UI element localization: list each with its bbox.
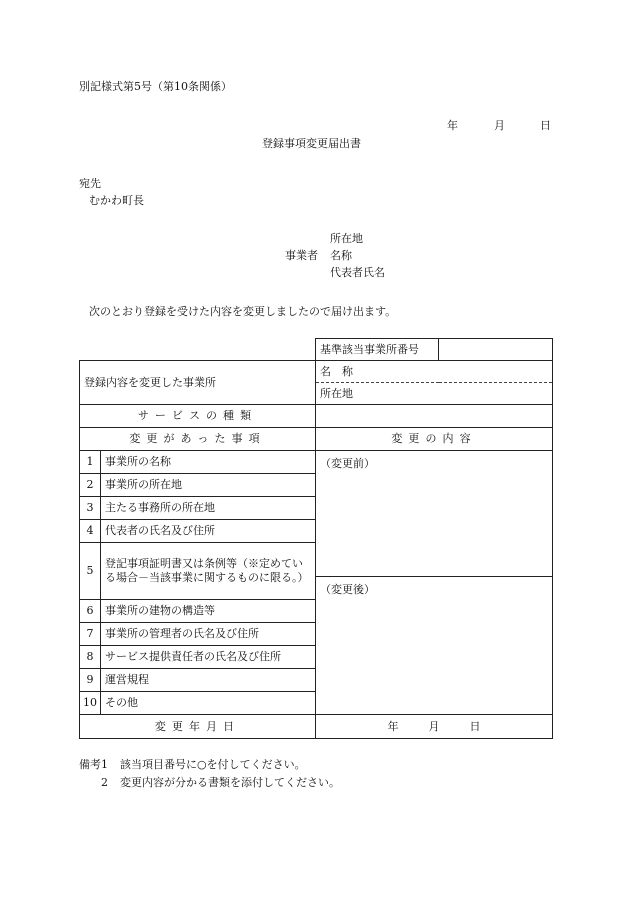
applicant-business-label: 事業者 xyxy=(285,249,318,262)
item-number[interactable]: 4 xyxy=(80,520,101,543)
change-date-label: 変更年月日 xyxy=(80,715,316,739)
applicant-name-label: 名称 xyxy=(330,249,352,262)
document-title: 登録事項変更届出書 xyxy=(262,137,361,150)
item-number[interactable]: 1 xyxy=(80,451,101,474)
change-notification-table xyxy=(79,338,553,739)
office-address-field[interactable] xyxy=(316,383,553,405)
date-year-label: 年 xyxy=(447,119,458,132)
change-after-label: （変更後） xyxy=(320,583,375,596)
item-label: 代表者の氏名及び住所 xyxy=(101,520,316,543)
item-number[interactable]: 5 xyxy=(80,543,101,600)
item-number[interactable]: 2 xyxy=(80,474,101,497)
item-label: サービス提供責任者の氏名及び住所 xyxy=(101,646,316,669)
change-date-field[interactable] xyxy=(316,715,553,739)
item-number[interactable]: 7 xyxy=(80,623,101,646)
item-label: 事業所の建物の構造等 xyxy=(101,600,316,623)
item-label: 事業所の管理者の氏名及び住所 xyxy=(101,623,316,646)
standard-office-number-label: 基準該当事業所番号 xyxy=(316,339,439,361)
item-label: 事業所の名称 xyxy=(101,451,316,474)
standard-office-number-field[interactable] xyxy=(439,339,553,361)
item-label: その他 xyxy=(101,692,316,715)
office-name-field[interactable] xyxy=(316,361,553,383)
addressee-label: 宛先 xyxy=(79,177,101,190)
date-day-label: 日 xyxy=(540,119,551,132)
item-label: 登記事項証明書又は条例等（※定めている場合－当該事業に関するものに限る。） xyxy=(101,543,316,600)
intro-text: 次のとおり登録を受けた内容を変更しましたので届け出ます。 xyxy=(89,305,397,318)
item-number[interactable]: 9 xyxy=(80,669,101,692)
change-date-month: 月 xyxy=(428,719,440,733)
applicant-representative-label: 代表者氏名 xyxy=(330,266,385,279)
change-after-field[interactable] xyxy=(316,577,553,715)
note-text: 該当項目番号に○を付してください。 xyxy=(120,758,306,771)
changed-office-label: 登録内容を変更した事業所 xyxy=(80,361,316,405)
date-month-label: 月 xyxy=(494,119,505,132)
addressee-name: むかわ町長 xyxy=(89,194,144,207)
change-date-day: 日 xyxy=(469,719,481,733)
item-number[interactable]: 10 xyxy=(80,692,101,715)
service-type-label: サービスの種類 xyxy=(80,405,316,428)
item-number[interactable]: 6 xyxy=(80,600,101,623)
notes-label: 備考 xyxy=(79,758,101,771)
item-number[interactable]: 3 xyxy=(80,497,101,520)
form-number: 別記様式第5号（第10条関係） xyxy=(79,80,232,93)
applicant-address-label: 所在地 xyxy=(330,232,363,245)
note-number: 1 xyxy=(101,758,108,771)
item-label: 事業所の所在地 xyxy=(101,474,316,497)
change-before-field[interactable] xyxy=(316,451,553,577)
item-label: 主たる事務所の所在地 xyxy=(101,497,316,520)
changed-items-header: 変更があった事項 xyxy=(80,428,316,451)
office-address-label: 所在地 xyxy=(320,386,353,400)
change-content-header: 変更の内容 xyxy=(316,428,553,451)
note-number: 2 xyxy=(101,776,108,789)
table-blank-corner xyxy=(80,339,316,361)
item-number[interactable]: 8 xyxy=(80,646,101,669)
office-name-label: 名 称 xyxy=(320,364,353,378)
note-text: 変更内容が分かる書類を添付してください。 xyxy=(120,776,340,789)
item-label: 運営規程 xyxy=(101,669,316,692)
change-before-label: （変更前） xyxy=(320,457,375,470)
change-date-year: 年 xyxy=(387,719,399,733)
service-type-field[interactable] xyxy=(316,405,553,428)
